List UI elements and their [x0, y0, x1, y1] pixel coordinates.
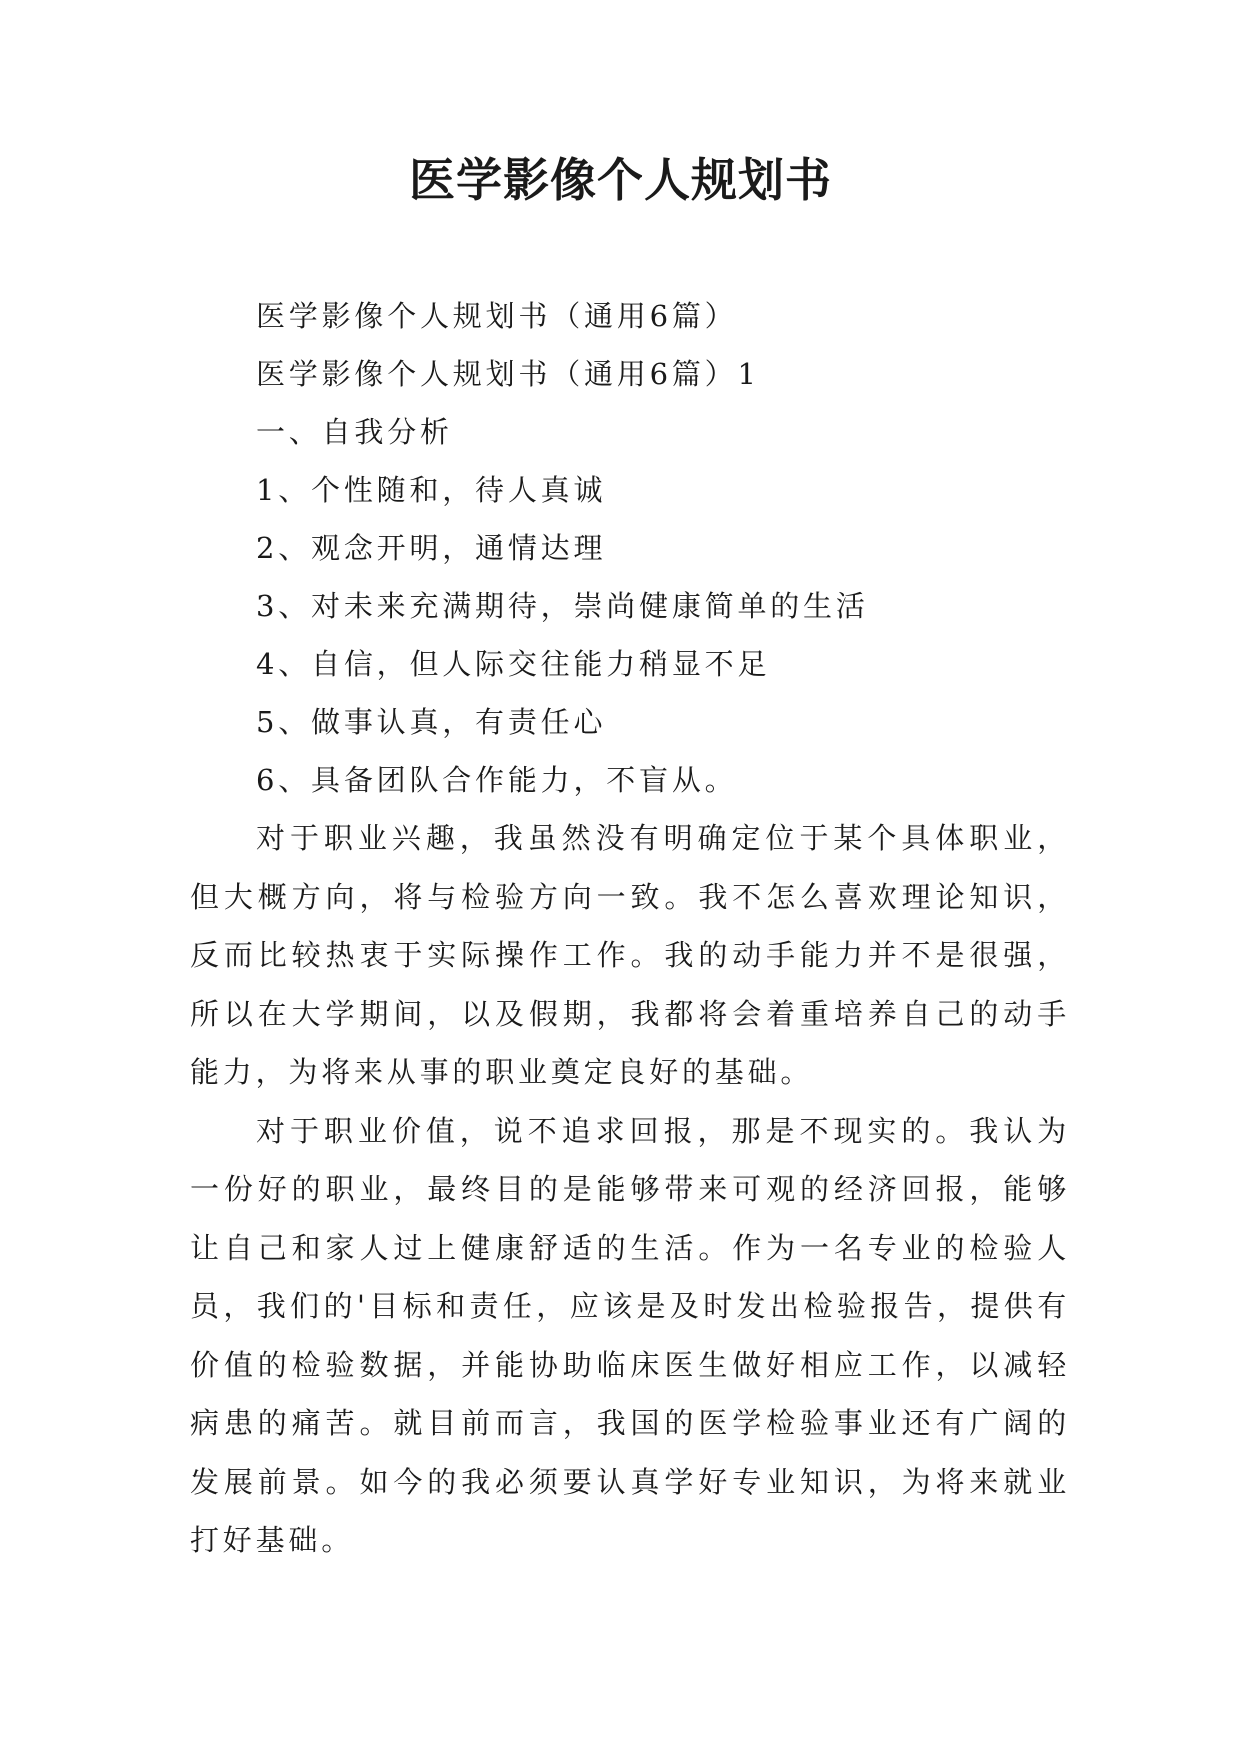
list-item: 1、个性随和，待人真诚	[256, 473, 607, 507]
document-title: 医学影像个人规划书	[409, 153, 832, 207]
document-body	[190, 287, 1070, 1570]
list-item: 3、对未来充满期待，崇尚健康简单的生活	[256, 589, 869, 623]
subtitle-line: 医学影像个人规划书（通用6篇）	[256, 299, 738, 333]
body-paragraph: 对于职业价值，说不追求回报，那是不现实的。我认为一份好的职业，最终目的是能够带来可观的经济回报，能够让自己和家人过上健康舒适的生活。作为一名专业的检验人员，我们的'目标和责任，应该是及时发出检验报告，提供有价值的检验数据，并能协助临床医生做好相应工作，以减轻病患的痛苦。就目前而言，我国的医学检验事业还有广阔的发展前景。如今的我必须要认真学好专业知识，为将来就业打好基础。	[190, 1113, 1070, 1557]
list-item: 5、做事认真，有责任心	[256, 705, 607, 739]
subsection-heading: 一、自我分析	[256, 415, 453, 449]
list-item: 2、观念开明，通情达理	[256, 531, 607, 565]
section-heading: 医学影像个人规划书（通用6篇）1	[256, 357, 760, 391]
body-paragraph: 对于职业兴趣，我虽然没有明确定位于某个具体职业，但大概方向，将与检验方向一致。我不怎么喜欢理论知识，反而比较热衷于实际操作工作。我的动手能力并不是很强，所以在大学期间，以及假期，我都将会着重培养自己的动手能力，为将来从事的职业奠定良好的基础。	[190, 821, 1070, 1089]
list-item: 4、自信，但人际交往能力稍显不足	[256, 647, 771, 681]
list-item: 6、具备团队合作能力，不盲从。	[256, 763, 738, 797]
